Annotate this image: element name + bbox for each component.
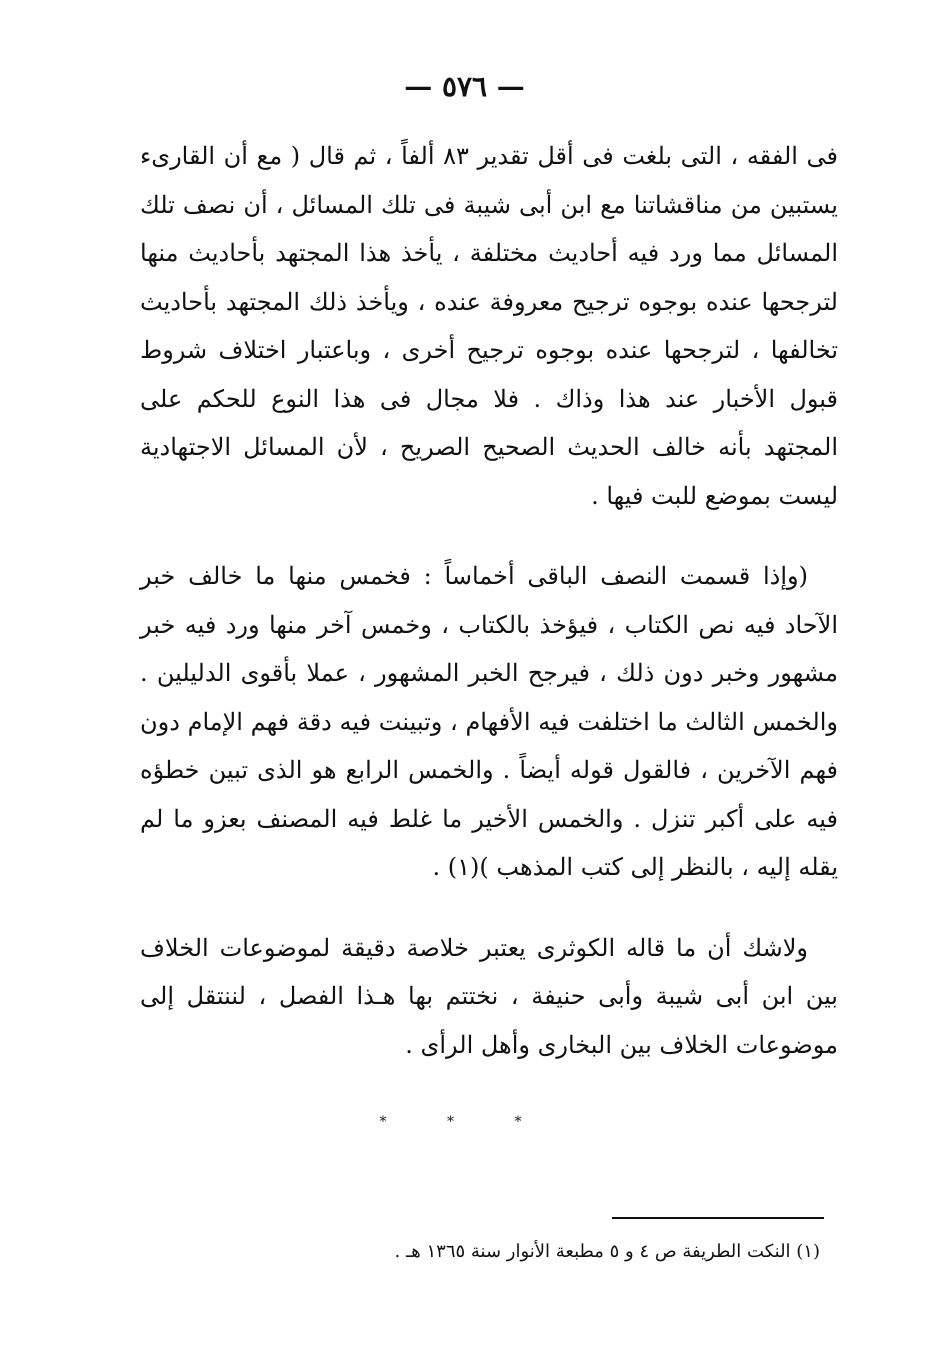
paragraph-1: فى الفقه ، التى بلغت فى أقل تقدير ٨٣ ألفاً ، ثم قال ( مع أن القارىء يستبين من مناقشاتنا مع ابن أبى شيبة فى تلك المسائل ، أن نصف تلك المسائل مما ورد فيه أحاديث مختلفة ، يأخذ هذا المجتهد بأحاديث منها لترجحها عنده بوجوه ترجيح معروفة عنده ، ويأخذ ذلك المجتهد بأحاديث تخالفها ، لترجحها عنده بوجوه ترجيح أخرى ، وباعتبار اختلاف شروط قبول الأخبار عند هذا وذاك . فلا مجال فى هذا النوع للحكم على المجتهد بأنه خالف الحديث الصحيح الصريح ، لأن المسائل الاجتهادية ليست بموضع للبت فيها . <box>140 142 839 510</box>
footnote-rule <box>612 1217 824 1219</box>
body-text <box>140 132 838 1069</box>
paragraph-3: ولاشك أن ما قاله الكوثرى يعتبر خلاصة دقيقة لموضوعات الخلاف بين ابن أبى شيبة وأبى حنيفة ، نختتم بها هـذا الفصل ، لننتقل إلى موضوعات الخلاف بين البخارى وأهل الرأى . <box>140 933 838 1059</box>
paragraph-2: (وإذا قسمت النصف الباقى أخماساً : فخمس منها ما خالف خبر الآحاد فيه نص الكتاب ، فيؤخذ بالكتاب ، وخمس آخر منها ورد فيه خبر مشهور وخبر دون ذلك ، فيرجح الخبر المشهور ، عملا بأقوى الدليلين . والخمس الثالث ما اختلفت فيه الأفهام ، وتبينت فيه دقة فهم الإمام دون فهم الآخرين ، فالقول قوله أيضاً . والخمس الرابع هو الذى تبين خطؤه فيه على أكبر تنزل . والخمس الأخير ما غلط فيه المصنف بعزو ما لم يقله إليه ، بالنظر إلى كتب المذهب )(١) . <box>140 562 838 881</box>
footnote: (١) النكت الطريفة ص ٤ و ٥ مطبعة الأنوار سنة ١٣٦٥ هـ . <box>394 1241 820 1262</box>
page-number: — ٥٧٦ — <box>404 70 525 103</box>
section-separator: * * * <box>379 1114 550 1130</box>
